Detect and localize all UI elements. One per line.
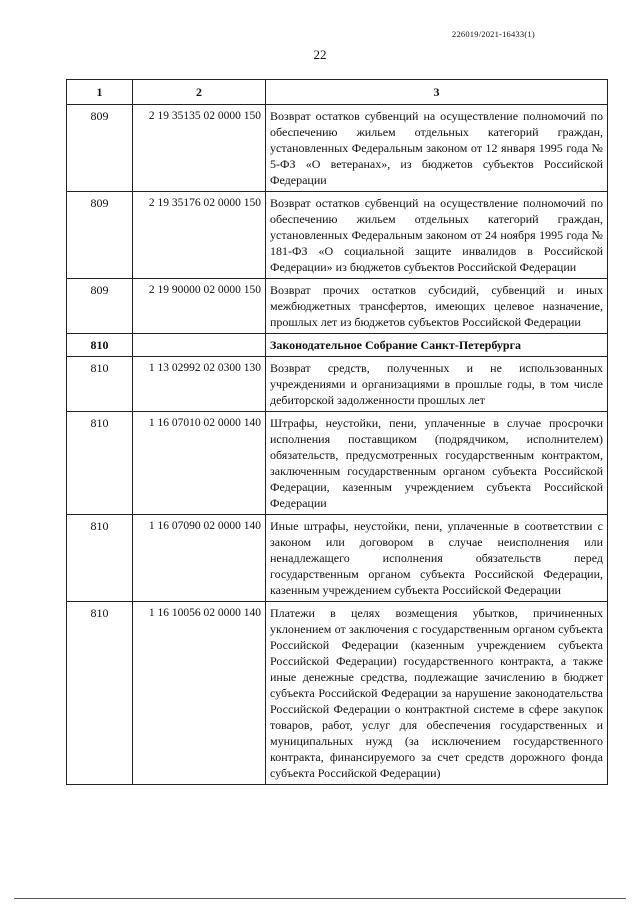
column-header: 3 bbox=[266, 80, 608, 105]
table-row bbox=[67, 192, 608, 279]
description-cell: Возврат остатков субвенций на осуществление полномочий по обеспечению жильем отдельных категорий граждан, установленных Федеральным законом от 24 ноября 1995 года № 181-ФЗ «О социальной защите инвалидов в Российской Федерации» из бюджетов субъектов Российской Федерации bbox=[266, 192, 608, 279]
description-cell: Возврат остатков субвенций на осуществление полномочий по обеспечению жильем отдельных категорий граждан, установленных Федеральным законом от 12 января 1995 года № 5-ФЗ «О ветеранах», из бюджетов субъектов Российской Федерации bbox=[266, 105, 608, 192]
admin-code-cell: 810 bbox=[67, 515, 133, 602]
budget-code-cell: 1 16 07010 02 0000 140 bbox=[133, 412, 266, 515]
table-row bbox=[67, 105, 608, 192]
admin-code-cell: 809 bbox=[67, 279, 133, 334]
table-header-row bbox=[67, 80, 608, 105]
page-number: 22 bbox=[313, 47, 327, 62]
admin-code-cell: 810 bbox=[67, 334, 133, 357]
admin-code-cell: 809 bbox=[67, 192, 133, 279]
budget-code-cell: 2 19 90000 02 0000 150 bbox=[133, 279, 266, 334]
description-cell: Иные штрафы, неустойки, пени, уплаченные в соответствии с законом или договором в случае неисполнения или ненадлежащего исполнения обязательств перед государственным органом субъекта Российской Федерации, казенным учреждением субъекта Российской Федерации bbox=[266, 515, 608, 602]
description-cell: Возврат прочих остатков субсидий, субвенций и иных межбюджетных трансфертов, имеющих целевое назначение, прошлых лет из бюджетов субъектов Российской Федерации bbox=[266, 279, 608, 334]
table-row bbox=[67, 602, 608, 785]
description-cell: Возврат средств, полученных и не использованных учреждениями и организациями в прошлые годы, в том числе дебиторской задолженности прошлых лет bbox=[266, 357, 608, 412]
budget-code-cell: 2 19 35135 02 0000 150 bbox=[133, 105, 266, 192]
budget-code-cell: 1 16 10056 02 0000 140 bbox=[133, 602, 266, 785]
document-id: 226019/2021-16433(1) bbox=[452, 29, 535, 39]
table-row bbox=[67, 412, 608, 515]
table-row bbox=[67, 357, 608, 412]
admin-code-cell: 810 bbox=[67, 412, 133, 515]
budget-code-cell: 1 13 02992 02 0300 130 bbox=[133, 357, 266, 412]
admin-code-cell: 810 bbox=[67, 357, 133, 412]
admin-code-cell: 810 bbox=[67, 602, 133, 785]
budget-codes-table bbox=[66, 79, 608, 785]
column-header: 1 bbox=[67, 80, 133, 105]
section-header-row bbox=[67, 334, 608, 357]
admin-code-cell: 809 bbox=[67, 105, 133, 192]
description-cell: Законодательное Собрание Санкт-Петербурга bbox=[266, 334, 608, 357]
budget-code-cell bbox=[133, 334, 266, 357]
column-header: 2 bbox=[133, 80, 266, 105]
budget-code-cell: 1 16 07090 02 0000 140 bbox=[133, 515, 266, 602]
description-cell: Платежи в целях возмещения убытков, причиненных уклонением от заключения с государственным органом субъекта Российской Федерации (казенным учреждением субъекта Российской Федерации) государственного контракта, а также иные денежные средства, подлежащие зачислению в бюджет субъекта Российской Федерации за нарушение законодательства Российской Федерации о контрактной системе в сфере закупок товаров, работ, услуг для обеспечения государственных и муниципальных нужд (за исключением государственного контракта, финансируемого за счет средств дорожного фонда субъекта Российской Федерации) bbox=[266, 602, 608, 785]
description-cell: Штрафы, неустойки, пени, уплаченные в случае просрочки исполнения поставщиком (подрядчиком, исполнителем) обязательств, предусмотренных государственным контрактом, заключенным государственным органом субъекта Российской Федерации, казенным учреждением субъекта Российской Федерации bbox=[266, 412, 608, 515]
footer-rule bbox=[14, 898, 626, 899]
budget-code-cell: 2 19 35176 02 0000 150 bbox=[133, 192, 266, 279]
table-row bbox=[67, 279, 608, 334]
table-row bbox=[67, 515, 608, 602]
